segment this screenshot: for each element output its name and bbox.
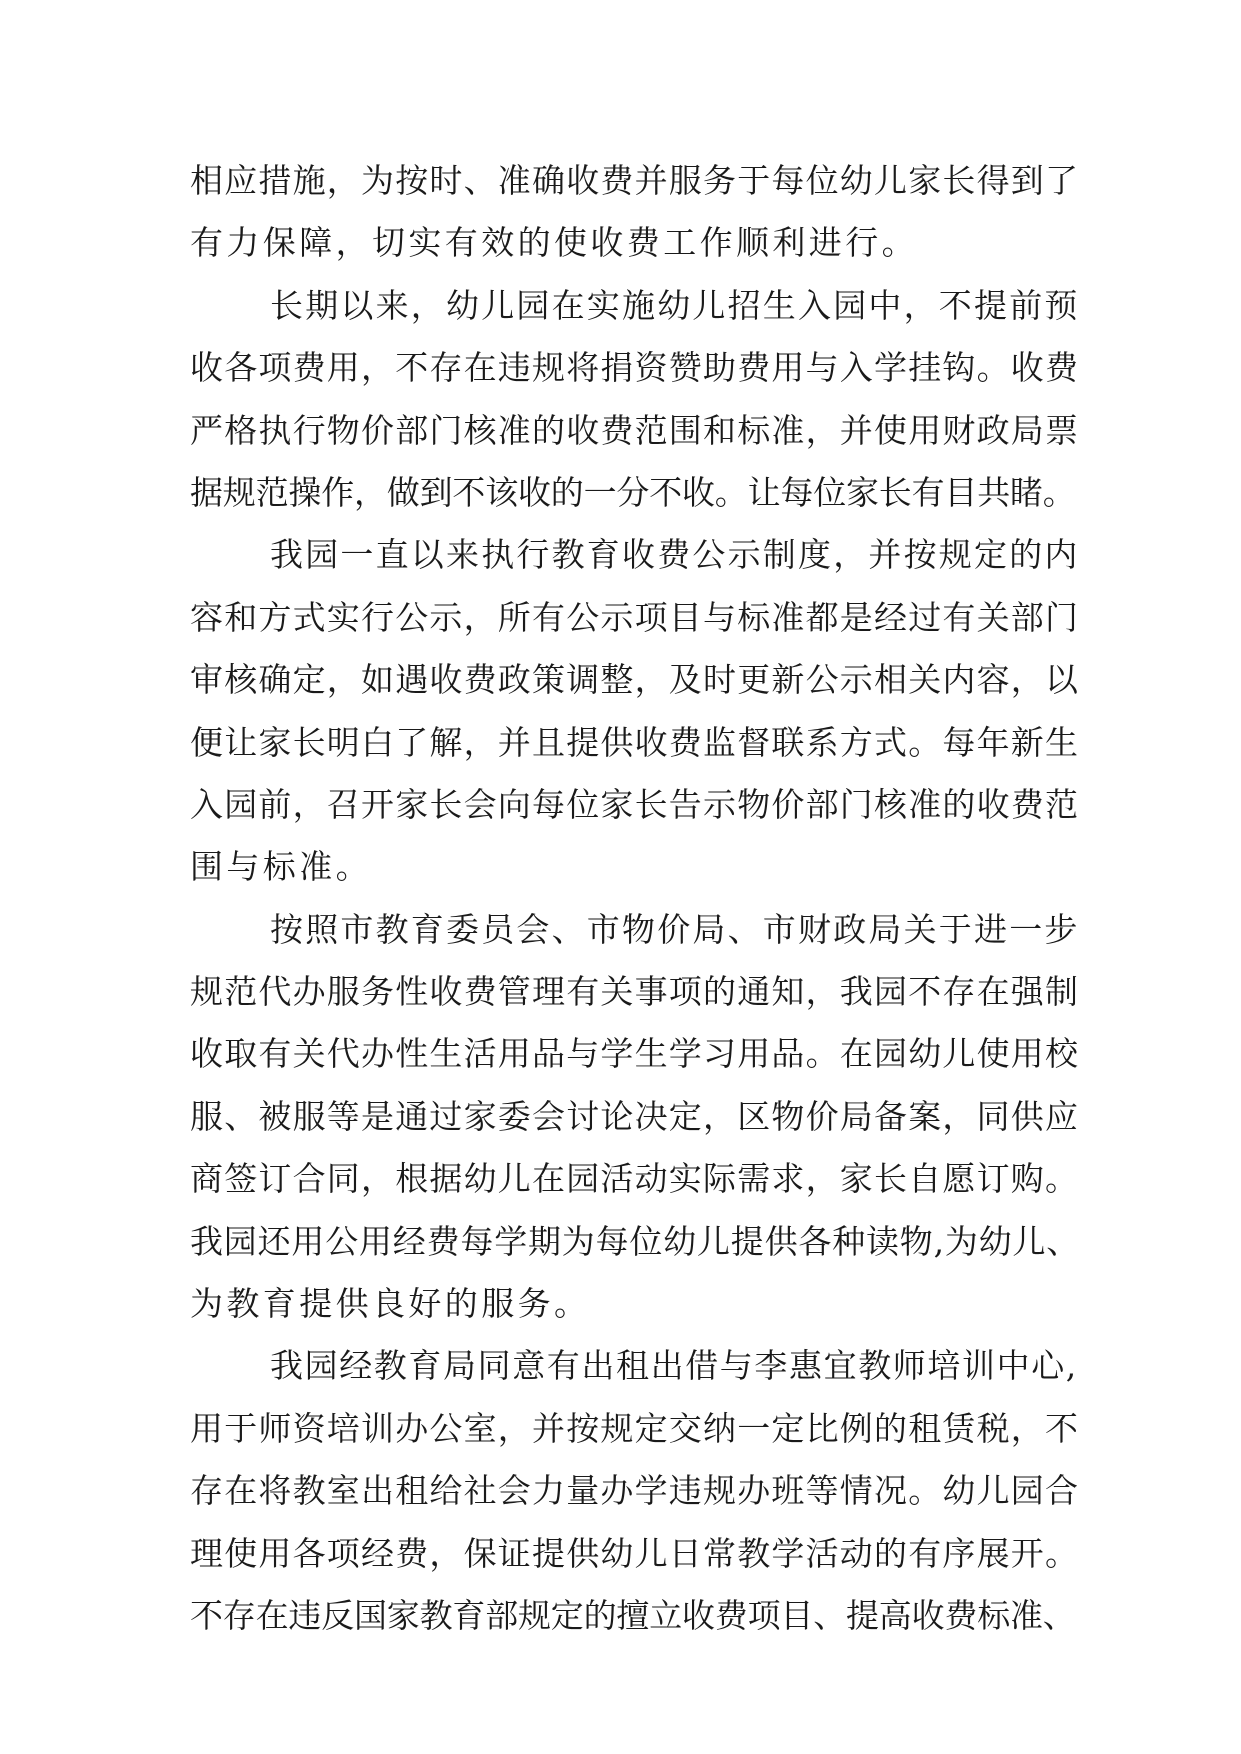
- text-line: 服、被服等是通过家委会讨论决定，区物价局备案，同供应: [190, 1096, 1080, 1136]
- text-line: 商签订合同，根据幼儿在园活动实际需求，家长自愿订购。: [190, 1159, 1080, 1199]
- text-line: 为教育提供良好的服务。: [190, 1284, 591, 1324]
- text-line: 收各项费用，不存在违规将捐资赞助费用与入学挂钩。收费: [190, 348, 1080, 388]
- document-body: [190, 150, 1081, 1647]
- text-line: 用于师资培训办公室，并按规定交纳一定比例的租赁税，不: [190, 1408, 1080, 1448]
- text-line: 严格执行物价部门核准的收费范围和标准，并使用财政局票: [190, 410, 1080, 450]
- paragraph-first-line: 我园经教育局同意有出租出借与李惠宜教师培训中心,: [270, 1346, 1078, 1386]
- text-line: 有力保障，切实有效的使收费工作顺利进行。: [190, 223, 918, 263]
- text-line: 据规范操作，做到不该收的一分不收。让每位家长有目共睹。: [190, 472, 1076, 512]
- text-line: 围与标准。: [190, 847, 372, 887]
- text-line: 存在将教室出租给社会力量办学违规办班等情况。幼儿园合: [190, 1471, 1080, 1511]
- paragraph-first-line: 按照市教育委员会、市物价局、市财政局关于进一步: [270, 909, 1080, 949]
- text-line: 理使用各项经费，保证提供幼儿日常教学活动的有序展开。: [190, 1533, 1080, 1573]
- text-line: 便让家长明白了解，并且提供收费监督联系方式。每年新生: [190, 722, 1080, 762]
- paragraph-first-line: 长期以来，幼儿园在实施幼儿招生入园中，不提前预: [270, 285, 1080, 325]
- text-line: 相应措施，为按时、准确收费并服务于每位幼儿家长得到了: [190, 161, 1080, 200]
- text-line: 容和方式实行公示，所有公示项目与标准都是经过有关部门: [190, 597, 1080, 637]
- paragraph-first-line: 我园一直以来执行教育收费公示制度，并按规定的内: [270, 535, 1080, 575]
- text-line: 入园前，召开家长会向每位家长告示物价部门核准的收费范: [190, 784, 1080, 824]
- text-line: 不存在违反国家教育部规定的擅立收费项目、提高收费标准、: [190, 1595, 1076, 1635]
- text-line: 规范代办服务性收费管理有关事项的通知，我园不存在强制: [190, 972, 1080, 1012]
- text-line: 审核确定，如遇收费政策调整，及时更新公示相关内容，以: [190, 660, 1080, 700]
- text-line: 我园还用公用经费每学期为每位幼儿提供各种读物,为幼儿、: [190, 1221, 1081, 1261]
- text-line: 收取有关代办性生活用品与学生学习用品。在园幼儿使用校: [190, 1034, 1080, 1074]
